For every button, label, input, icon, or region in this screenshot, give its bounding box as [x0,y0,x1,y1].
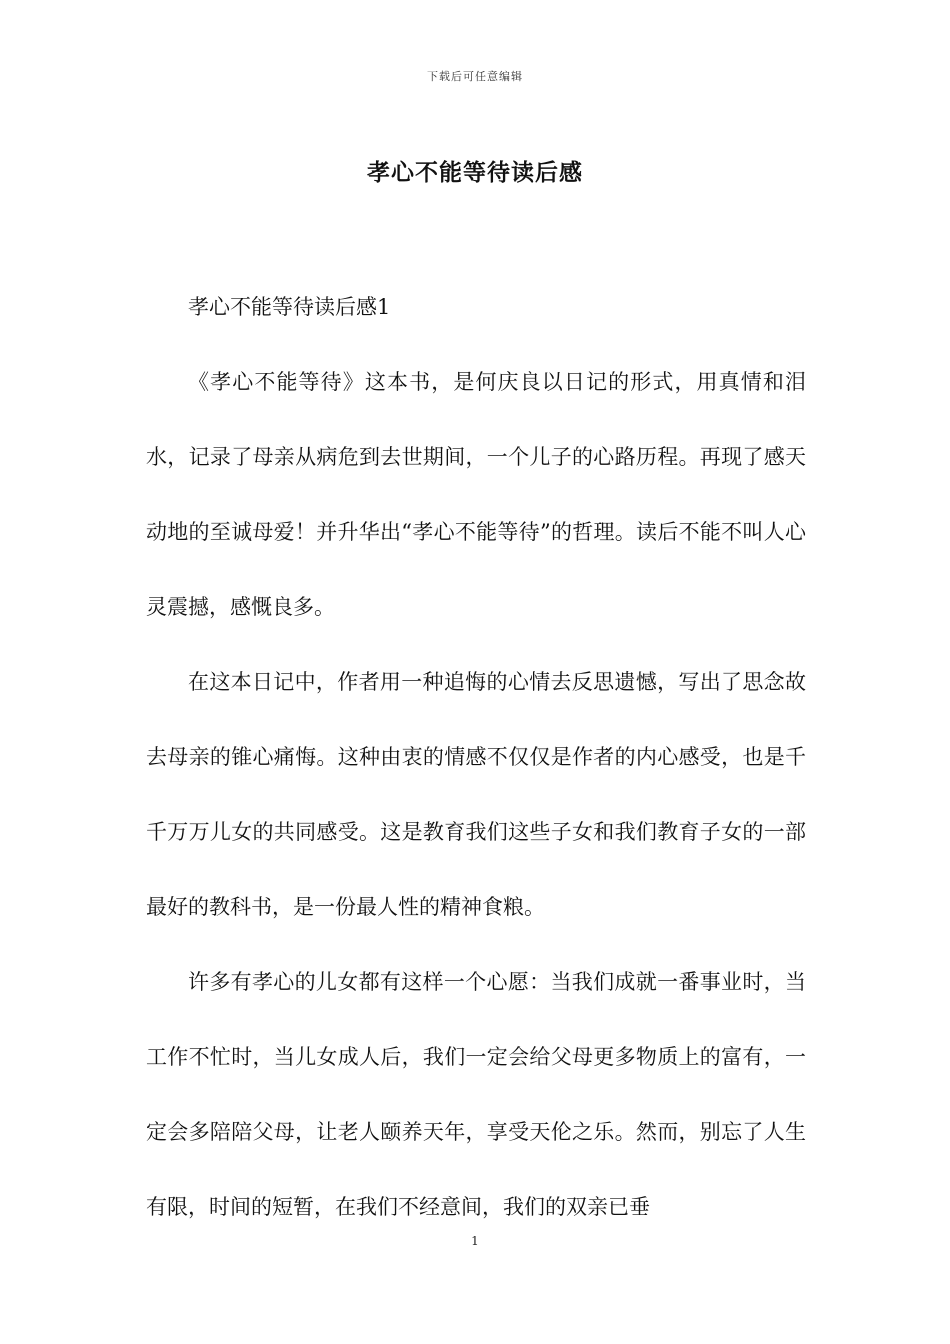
paragraph: 《孝心不能等待》这本书，是何庆良以日记的形式，用真情和泪水，记录了母亲从病危到去世期间，一个儿子的心路历程。再现了感天动地的至诚母爱！并升华出“孝心不能等待”的哲理。读后不能不叫人心灵震撼，感慨良多。 [146,370,806,619]
page-number: 1 [471,1234,479,1248]
section-subtitle: 孝心不能等待读后感1 [188,295,391,319]
paragraph: 许多有孝心的儿女都有这样一个心愿：当我们成就一番事业时，当工作不忙时，当儿女成人后，我们一定会给父母更多物质上的富有，一定会多陪陪父母，让老人颐养天年，享受天伦之乐。然而，别忘了人生有限，时间的短暂，在我们不经意间，我们的双亲已垂 [146,970,806,1219]
document-title: 孝心不能等待读后感 [367,159,583,186]
paragraph: 在这本日记中，作者用一种追悔的心情去反思遗憾，写出了思念故去母亲的锥心痛悔。这种由衷的情感不仅仅是作者的内心感受，也是千千万万儿女的共同感受。这是教育我们这些子女和我们教育子女的一部最好的教科书，是一份最人性的精神食粮。 [146,670,806,919]
document-body [146,270,806,1245]
header-note: 下载后可任意编辑 [427,70,523,83]
